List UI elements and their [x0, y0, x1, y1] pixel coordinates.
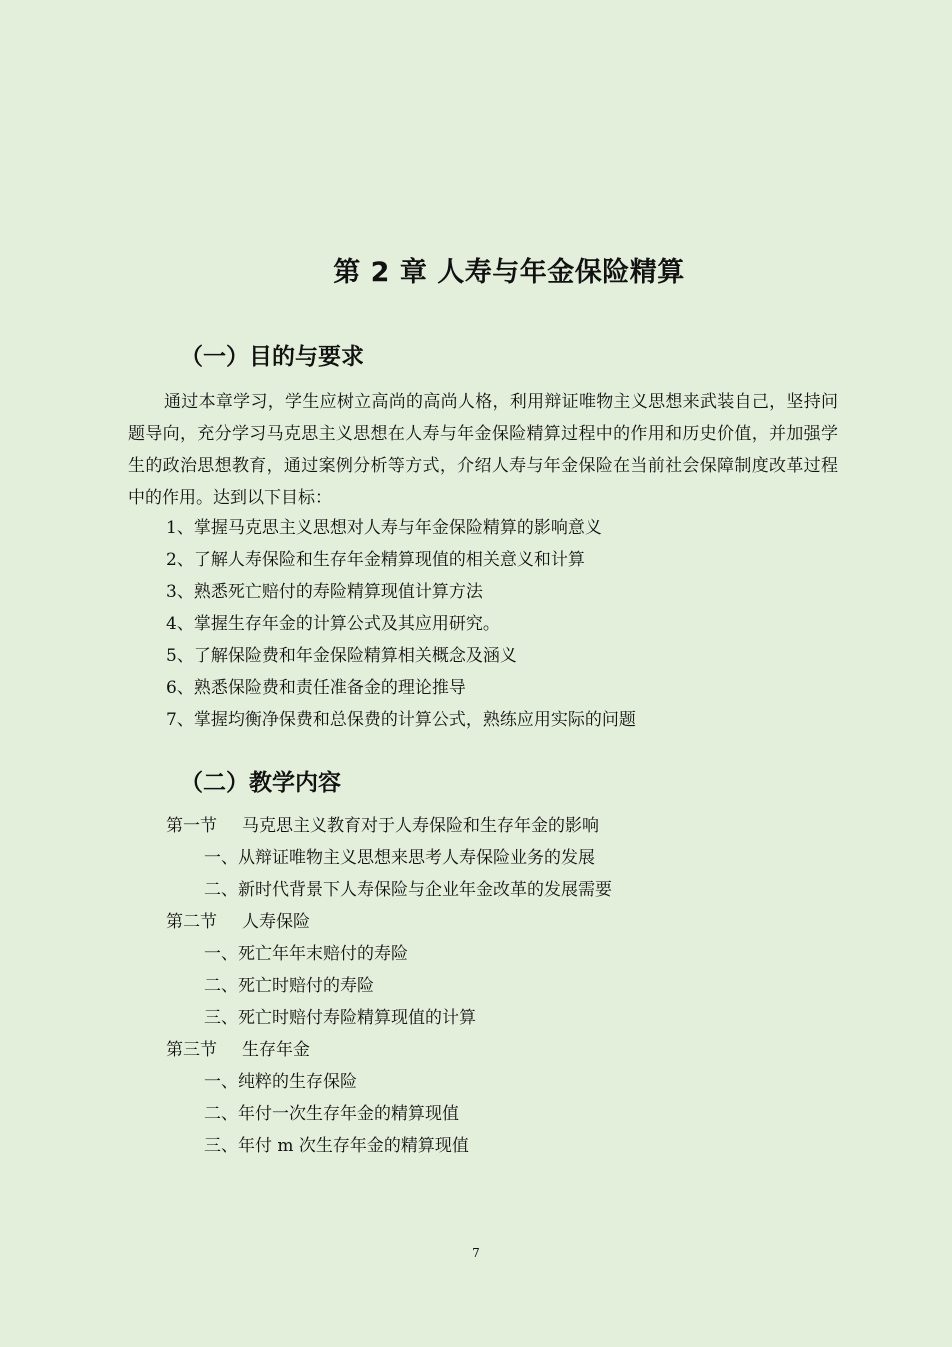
goals-list	[166, 512, 636, 736]
subsection-item: 一、纯粹的生存保险	[204, 1072, 357, 1092]
section-entry	[166, 1034, 612, 1066]
goal-item: 4、掌握生存年金的计算公式及其应用研究。	[166, 614, 500, 634]
section-entry	[166, 810, 612, 842]
contents-list	[166, 810, 612, 1162]
section-entry	[166, 906, 612, 938]
subsection-item: 一、从辩证唯物主义思想来思考人寿保险业务的发展	[204, 848, 595, 868]
subsection-item: 二、死亡时赔付的寿险	[204, 976, 374, 996]
subsection-item: 二、年付一次生存年金的精算现值	[204, 1104, 459, 1124]
goal-item: 2、了解人寿保险和生存年金精算现值的相关意义和计算	[166, 550, 585, 570]
subsection-item: 一、死亡年年末赔付的寿险	[204, 944, 408, 964]
goal-item: 5、了解保险费和年金保险精算相关概念及涵义	[166, 646, 517, 666]
section-heading-contents: （二）教学内容	[180, 770, 341, 796]
subsection-item: 二、新时代背景下人寿保险与企业年金改革的发展需要	[204, 880, 612, 900]
section-title: 生存年金	[242, 1040, 310, 1060]
goal-item: 3、熟悉死亡赔付的寿险精算现值计算方法	[166, 582, 483, 602]
section-number: 第三节	[166, 1040, 217, 1060]
section-title: 马克思主义教育对于人寿保险和生存年金的影响	[242, 816, 599, 836]
page-number: 7	[472, 1246, 480, 1260]
goal-item: 1、掌握马克思主义思想对人寿与年金保险精算的影响意义	[166, 518, 602, 538]
goal-item: 7、掌握均衡净保费和总保费的计算公式，熟练应用实际的问题	[166, 710, 636, 730]
goal-item: 6、熟悉保险费和责任准备金的理论推导	[166, 678, 466, 698]
section-title: 人寿保险	[242, 912, 310, 932]
section-heading-objectives: （一）目的与要求	[180, 344, 364, 370]
chapter-title: 第 2 章 人寿与年金保险精算	[333, 257, 685, 288]
section-number: 第二节	[166, 912, 217, 932]
subsection-item: 三、年付 m 次生存年金的精算现值	[204, 1136, 469, 1156]
intro-paragraph: 通过本章学习，学生应树立高尚的高尚人格，利用辩证唯物主义思想来武装自己，坚持问题导向，充分学习马克思主义思想在人寿与年金保险精算过程中的作用和历史价值，并加强学生的政治思想教育，通过案例分析等方式，介绍人寿与年金保险在当前社会保障制度改革过程中的作用。达到以下目标：	[128, 392, 838, 508]
subsection-item: 三、死亡时赔付寿险精算现值的计算	[204, 1008, 476, 1028]
section-number: 第一节	[166, 816, 217, 836]
